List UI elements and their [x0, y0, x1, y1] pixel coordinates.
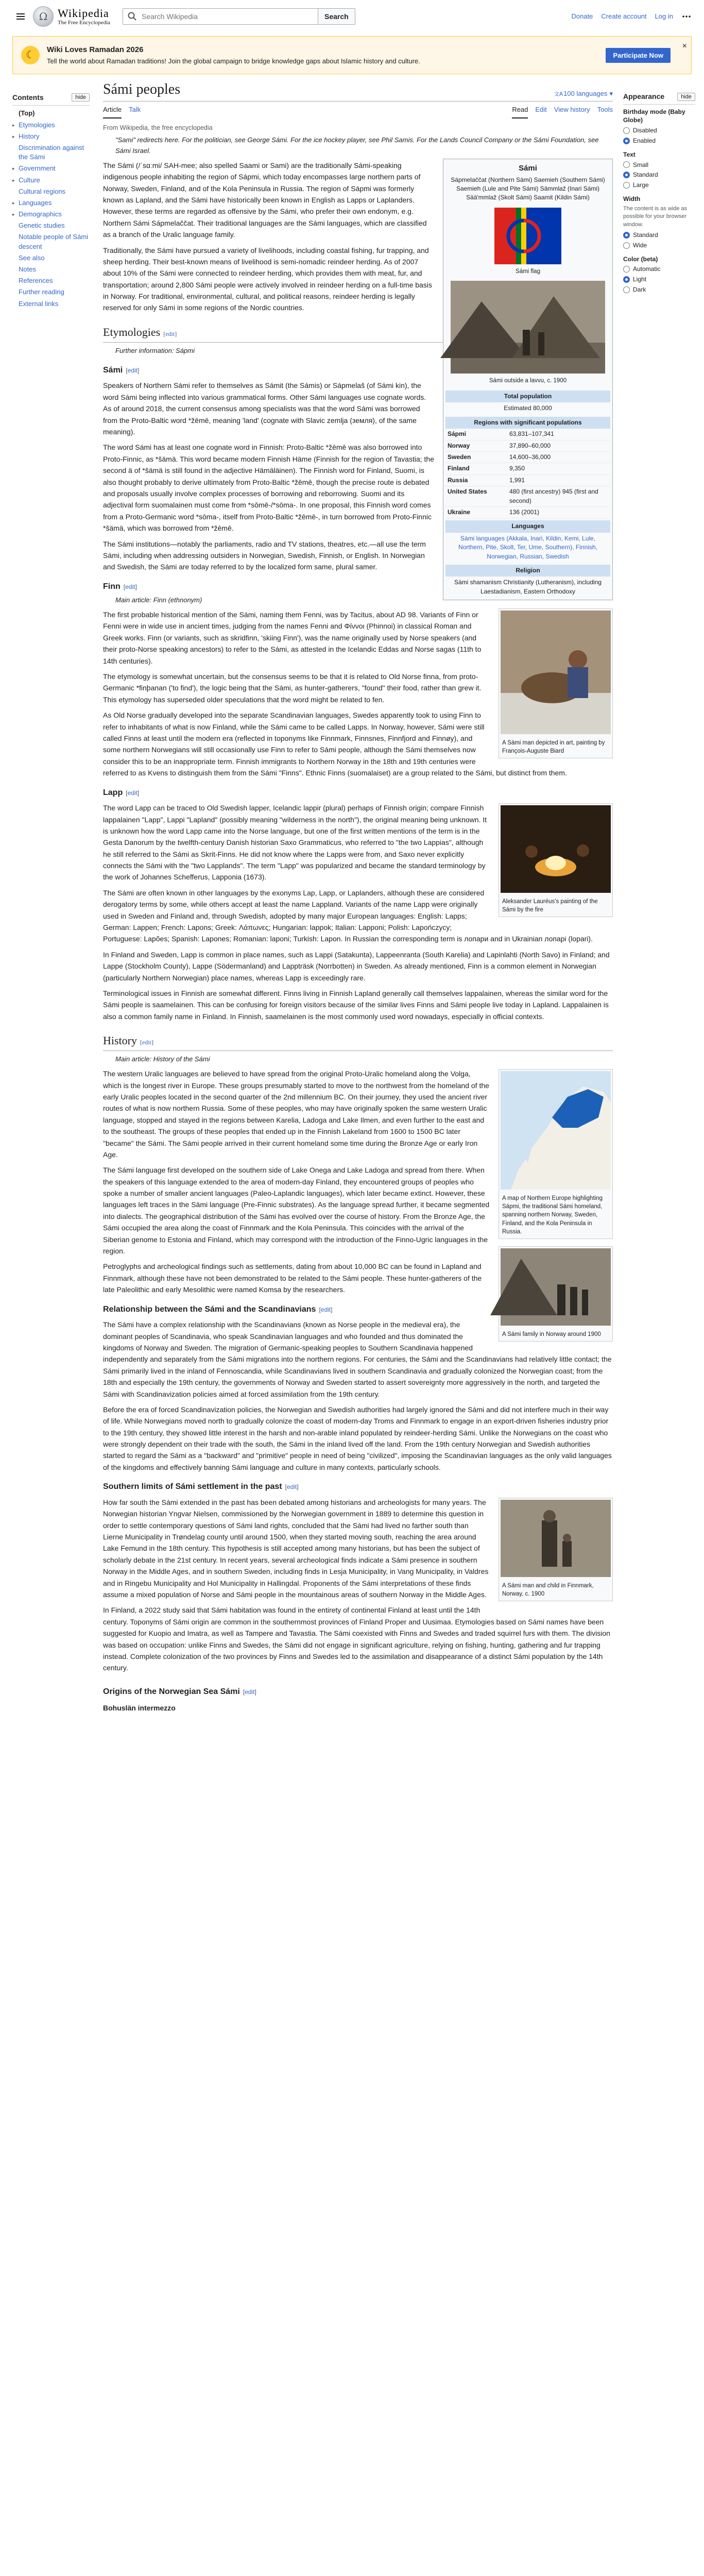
- sami-flag-image[interactable]: [494, 208, 561, 264]
- user-links: [571, 11, 692, 22]
- chevron-right-icon[interactable]: ▸: [12, 200, 15, 206]
- radio-option[interactable]: [623, 285, 695, 294]
- toc-item-label: Notable people of Sámi descent: [19, 233, 89, 250]
- radio-icon: [623, 161, 630, 168]
- appearance-hide-button[interactable]: hide: [677, 93, 695, 101]
- infobox-row: [445, 475, 610, 486]
- toc-item[interactable]: [12, 143, 90, 162]
- appearance-note: The content is as wide as possible for your browser window.: [623, 205, 688, 228]
- toc-item[interactable]: [12, 121, 90, 130]
- radio-option[interactable]: [623, 171, 695, 179]
- site-sub: From Wikipedia, the free encyclopedia: [103, 124, 213, 132]
- subsection-heading-lapp: Lapp [edit]: [103, 788, 140, 797]
- sapmi-map-image: [501, 1071, 611, 1190]
- toc-item-label: Notes: [19, 265, 36, 274]
- radio-option[interactable]: [623, 231, 695, 240]
- site-header: [0, 0, 704, 33]
- hatnote: "Sami" redirects here. For the politician, see George Sámi. For the ice hockey player, see Phil Samis. For the Lands Council Company or the Sámi Foundation, see Sámi Israel.: [115, 136, 599, 155]
- toc-item[interactable]: [12, 164, 90, 173]
- infobox-row: [445, 452, 610, 463]
- toc-item[interactable]: [12, 253, 90, 263]
- radio-option[interactable]: [623, 265, 695, 274]
- paragraph: Terminological issues in Finnish are somewhat different. Finns living in Finnish Lapland generally call themselves lappalainen, whereas the similar word for the Sámi people is saamelainen. This can be confusing for foreign visitors because of the similar lives Finns and Sámi people live today in Lapland. Lappalainen is also a common family name in Finland. In Finnish, saamelainen is the most commonly used word nowadays, especially in official contexts.: [103, 989, 609, 1021]
- regions-header: Regions with significant populations: [445, 417, 610, 429]
- subsection-heading-sami: Sámi [edit]: [103, 365, 140, 375]
- paragraph: The Sámi language first developed on the southern side of Lake Onega and Lake Ladoga and spread from there. When the speakers of this language extended to the area of modern-day Finland, they encountered groups of peoples who spoke a number of smaller ancient languages (Paleo-Laplandic languages), which later became extinct. However, these languages left traces in the Sámi language (Pre-Finnic substrates). As the language spread further, it became segmented into dialects. The geographical distribution of the Sámi has evolved over the course of history. From the Bronze Age, the Sámi occupied the area along the coast of Finnmark and the Kola Peninsula. This coincides with the arrival of the Siberian genome to Estonia and Finland, which may correspond with the introduction of the Finno-Ugric languages in the region.: [103, 1166, 490, 1256]
- region-name[interactable]: Norway: [448, 442, 470, 449]
- appearance-group-title: Color (beta): [623, 255, 658, 263]
- toc-item-label: Discrimination against the Sámi: [19, 143, 84, 161]
- radio-label: Large: [633, 181, 649, 189]
- radio-label: Dark: [633, 285, 646, 293]
- page-title: Sámi peoples: [103, 81, 181, 97]
- section-heading-history: History [edit]: [103, 1031, 613, 1051]
- radio-option[interactable]: [623, 275, 695, 284]
- paragraph: The western Uralic languages are believed to have spread from the original Proto-Uralic homeland along the Volga, which is the longest river in Europe. These groups presumably started to move to the northwest from the homeland of the early Uralic peoples located in the second quarter of the 2nd millennium BC. On their journey, they used the ancient river routes of what is now northern Russia. Some of these peoples, who may have originally spoken the same western Uralic language, stopped and stayed in the regions between Karelia, Ladoga and Lake Ilmen, and even further to the east and to the southeast. The groups of these peoples that ended up in the Finnish Lakeland from 1600 to 1500 BC later "became" the Sámi. The Sámi people arrived in their current homeland some time during the Bronze Age or early Iron Age.: [103, 1070, 489, 1159]
- logo-wordmark: Wikipedia: [58, 6, 109, 20]
- appearance-group-title: Text: [623, 150, 636, 158]
- more-options-icon[interactable]: [681, 11, 692, 22]
- toc-item-label: Languages: [19, 198, 52, 207]
- chevron-right-icon[interactable]: ▸: [12, 133, 15, 139]
- paragraph: Petroglyphs and archeological findings such as settlements, dating from about 10,000 BC can be found in Lapland and Finnmark, although these have not been demonstrated to be related to the Sámi people. These hunter-gatherers of the late Paleolithic and early Mesolithic were named Komsa by the researchers.: [103, 1262, 482, 1294]
- wikipedia-globe-icon: Ω: [33, 6, 54, 27]
- article: [103, 80, 613, 1715]
- lavvu-photo-image[interactable]: [451, 281, 605, 374]
- region-population: 480 (first ancestry) 945 (first and second): [509, 488, 598, 504]
- total-population-header: Total population: [445, 391, 610, 402]
- radio-label: Wide: [633, 241, 647, 249]
- region-population: 14,600–36,000: [509, 453, 551, 461]
- crescent-icon: ☾: [21, 46, 40, 64]
- page-tabs: [103, 103, 613, 118]
- chevron-right-icon[interactable]: ▸: [12, 177, 15, 183]
- region-name[interactable]: United States: [448, 488, 487, 496]
- paragraph: The Sámi institutions—notably the parliaments, radio and TV stations, theatres, etc.—all use the term Sámi, including when addressing outsiders in Norwegian, Swedish, Finnish, or English. In Norwegian and Swedish, the Sámi are today referred to by the localized form same, plural samer.: [103, 539, 426, 571]
- subsection-heading-finn: Finn [edit]: [103, 582, 137, 591]
- intro-paragraph: The Sámi (/ˈsɑːmi/ SAH-mee; also spelled Saami or Sami) are the traditionally Sámi-speaking indigenous people inhabiting the region of Sápmi, which today encompasses large northern parts of Norway, Sweden, Finland, and of the Kola Peninsula in Russia. The region of Sápmi was formerly known as Lapland, and the Sámi have historically been known in English as Lapps or Laplanders. However, these terms are regarded as offensive by the Sámi, who prefer their own endonym, e.g. Northern Sámi Sápmelaččat. Their traditional languages are the Sámi languages, which are classified as a branch of the Uralic language family.: [103, 161, 427, 239]
- languages-value[interactable]: Sámi languages (Akkala, Inari, Kildin, Kemi, Lule, Northern, Pite, Skolt, Ter, Ume, Southern), Finnish, Norwegian, Russian, Swedish: [458, 534, 597, 560]
- toc-title: Contents: [12, 93, 44, 101]
- section-heading-etymologies: Etymologies [edit]: [103, 323, 613, 343]
- sami-man-painting-image: [501, 611, 611, 734]
- radio-icon: [623, 266, 630, 273]
- thumbnail[interactable]: [499, 803, 613, 917]
- chevron-right-icon[interactable]: ▸: [12, 212, 15, 217]
- edit-link[interactable]: [edit]: [243, 1688, 256, 1696]
- paragraph: Before the era of forced Scandinavization policies, the Norwegian and Swedish authorities had largely ignored the Sámi and did not interfere much in their way of life. While Norwegians moved north to gradually colonize the coast of modern-day Troms and Finnmark to engage in an export-driven fisheries industry prior to the 19th century, they showed little interest in the harsh and non-arable inland populated by reindeer-herding Sámi. Unlike the Norwegians on the coast who were strongly dependent on their trade with the south, the Sámi in the inland lived off the land. From the 19th century Norwegian and Swedish authorities started to regard the Sámi as a "backward" and "primitive" people in need of being "civilized", imposing the Scandinavian languages as the only valid languages of the kingdoms and effectively banning Sámi language and culture in many contexts, particularly schools.: [103, 1405, 612, 1471]
- toc-item[interactable]: [12, 176, 90, 185]
- thumbnail-caption: A Sámi man and child in Finnmark, Norway, c. 1900: [502, 1582, 594, 1598]
- radio-option[interactable]: [623, 161, 695, 170]
- toc-item[interactable]: [12, 198, 90, 208]
- thumbnail[interactable]: [499, 1069, 613, 1239]
- religion-value: Sámi shamanism Christianity (Lutheranism), including Laestadianism, Eastern Orthodoxy: [454, 579, 602, 595]
- language-count: 100 languages: [563, 89, 608, 97]
- edit-link[interactable]: [edit]: [126, 789, 140, 796]
- site-logo[interactable]: [33, 6, 110, 27]
- toc-item[interactable]: [12, 232, 90, 251]
- appearance-panel: [623, 92, 695, 299]
- toc-item[interactable]: [12, 210, 90, 219]
- toc-item-label: Etymologies: [19, 121, 55, 129]
- radio-label: Disabled: [633, 127, 657, 134]
- edit-link[interactable]: [edit]: [285, 1483, 299, 1491]
- toc-item-label: Further reading: [19, 288, 64, 296]
- paragraph: The etymology is somewhat uncertain, but the consensus seems to be that it is related to Old Norse finna, from proto-Germanic *finþanan ('to find'), the logic being that the Sámi, as hunter-gatherers, "found" their food, rather than grew it. This etymology has superseded older speculations that the word might be related to fen.: [103, 672, 482, 704]
- edit-link[interactable]: [edit]: [140, 1039, 153, 1046]
- appearance-group: [623, 255, 695, 294]
- infobox: [443, 159, 613, 600]
- campaign-banner: [12, 36, 692, 74]
- languages-header: Languages: [445, 520, 610, 532]
- toc-item[interactable]: [12, 287, 90, 297]
- hatnote: Further information: Sápmi: [115, 347, 195, 355]
- intro-paragraph: Traditionally, the Sámi have pursued a variety of livelihoods, including coastal fishing, fur trapping, and sheep herding. Their best-known means of livelihood is semi-nomadic reindeer herding. As of 2007 about 10% of the Sámi were connected to reindeer herding, which provides them with meat, fur, and transportation; around 2,800 Sámi people were actively involved in reindeer herding on a full-time basis in Norway. For traditional, environmental, cultural, and political reasons, reindeer herding is legally reserved for only Sámi in some regions of the Nordic countries.: [103, 246, 432, 312]
- toc-item-label: External links: [19, 299, 59, 308]
- svg-text:文A: 文A: [554, 91, 563, 97]
- appearance-title: Appearance: [623, 92, 665, 100]
- radio-icon: [623, 286, 630, 293]
- hamburger-icon: [15, 11, 26, 22]
- infobox-row: [445, 486, 610, 507]
- paragraph: The word Lapp can be traced to Old Swedish lapper, Icelandic lappir (plural) perhaps of Finnish origin; compare Finnish lappalainen "Lapp", Lappi "Lapland" (possibly meaning "wilderness in the north"), the original meaning being unknown. It is unknown how the word Lapp came into the Norse language, but one of the first written mentions of the term is in the Gesta Danorum by the twelfth-century Danish historian Saxo Grammaticus, who referred to "the two Lappias", although he still referred to the Sámi as Skrit-Finns. He did not know where the Lapps were from, and Saxo never explicitly connects the Sámi with the "two Lapplands". The term "Lapp" was popularized and became the standard terminology by the work of Johannes Schefferus, Lapponia (1673).: [103, 804, 487, 882]
- paragraph: The word Sámi has at least one cognate word in Finnish: Proto-Baltic *žēmē was also borrowed into Proto-Finnic, as *šämä. This word became modern Finnish Häme (Finnish for the region of Tavastia; the second ä of *šämä is still found in the adjective Hämäläinen). The Finnish word for Finland, Suomi, is also thought probably to derive ultimately from Proto-Baltic *žēmē, though the precise route is debated and proposals usually involve complex processes of borrowing and reborrowing. Suomi and its adjectival form suomalainen must come from *sōmē-/*sōma-. In one proposal, this Finnish word comes from a Proto-Germanic word *sōma-, itself from Proto-Baltic *žēmē-, in turn borrowed from Proto-Finnic *šämä, which was borrowed from *žēmē.: [103, 443, 434, 533]
- tab-edit[interactable]: Edit: [535, 106, 547, 114]
- subsection-heading-relationship: Relationship between the Sámi and the Scandinavians [edit]: [103, 1304, 333, 1314]
- create-account-link[interactable]: Create account: [601, 12, 647, 20]
- paragraph: The Sámi have a complex relationship with the Scandinavians (known as Norse people in the medieval era), the dominant peoples of Scandinavia, who speak Scandinavian languages and who founded and thus dominated the kingdoms of Norway and Sweden. The migration of Germanic-speaking peoples to Southern Scandinavia happened independently and separately from the Sámi migrations into the northern regions. For centuries, the Sámi and the Scandinavians had relatively little contact; the Sámi primarily lived in the inland of Fennoscandia, while Scandinavians lived in southern Scandinavia and gradually colonized the Norwegian coast; from the 18th and especially the 19th century, the governments of Norway and Sweden started to assert sovereignty more aggressively in the north, and targeted the Sámi with Scandinavization policies aimed at forced assimilation from the 19th century.: [103, 1320, 612, 1398]
- photo-caption: Sámi outside a lavvu, c. 1900: [489, 378, 567, 384]
- toc-item-label: Demographics: [19, 210, 62, 218]
- religion-header: Religion: [445, 565, 610, 577]
- region-population: 63,831–107,341: [509, 430, 554, 438]
- search-input[interactable]: [141, 12, 314, 21]
- radio-option[interactable]: [623, 137, 695, 145]
- edit-link[interactable]: [edit]: [126, 366, 140, 374]
- close-icon[interactable]: ×: [682, 42, 687, 50]
- thumbnail[interactable]: [499, 608, 613, 758]
- region-name[interactable]: Russia: [448, 476, 468, 484]
- main-menu-button[interactable]: [12, 8, 29, 25]
- toc-item[interactable]: [12, 132, 90, 141]
- search-button[interactable]: Search: [318, 8, 355, 25]
- tab-read[interactable]: Read: [512, 103, 528, 118]
- subsection-heading-origins: Origins of the Norwegian Sea Sámi [edit]: [103, 1687, 256, 1696]
- radio-icon: [623, 276, 630, 283]
- appearance-group-title: Width: [623, 195, 641, 202]
- subsubsection-heading-bohuslan: Bohuslän intermezzo: [103, 1704, 176, 1713]
- radio-label: Small: [633, 161, 649, 168]
- donate-link[interactable]: Donate: [571, 12, 593, 20]
- toc-item-label: History: [19, 132, 40, 140]
- tab-view-history[interactable]: View history: [554, 106, 590, 114]
- radio-label: Enabled: [633, 137, 656, 144]
- appearance-group-title: Birthday mode (Baby Globe): [623, 108, 685, 124]
- paragraph: The Sámi are often known in other languages by the exonyms Lap, Lapp, or Laplanders, although these are considered derogatory terms by some, while others accept at least the name Lappland. Variants of the name Lapp were originally used in Sweden and Finland and, through Swedish, adopted by many major European languages: English: Lapps; German: Lappen; French: Lapons; Greek: Λάπωνες; Hungarian: lappok; Italian: Lapponi; Polish: Lapończycy; Portuguese: Lapões; Spanish: Lapones; Romanian: laponi; Turkish: Lapon. In Russian the corresponding term is лопари and in Ukrainian лопарі (lopari).: [103, 888, 593, 943]
- tab-tools[interactable]: Tools: [597, 106, 613, 114]
- thumbnail-caption: A Sámi man depicted in art, painting by François-Auguste Biard: [502, 740, 605, 755]
- tab-article[interactable]: Article: [103, 103, 122, 118]
- hatnote: Main article: History of the Sámi: [115, 1055, 210, 1063]
- thumbnail-caption: A Sámi family in Norway around 1900: [502, 1331, 601, 1337]
- toc-item-label: (Top): [19, 109, 35, 117]
- toc-item[interactable]: [12, 109, 90, 118]
- paragraph: In Finland and Sweden, Lapp is common in place names, such as Lappi (Satakunta), Lappeenranta (South Karelia) and Lapinlahti (North Savo) in Finland; and Lappe (Stockholm County), Lappe (Södermanland) and Lappträsk (Norrbotten) in Sweden. As already mentioned, Finn is a common element in Norwegian (particularly Northern Norwegian) place names, whereas Lapp is exceedingly rare.: [103, 950, 610, 982]
- appearance-group: [623, 108, 695, 145]
- radio-label: Automatic: [633, 265, 661, 273]
- radio-icon: [623, 127, 630, 134]
- paragraph: The first probable historical mention of the Sámi, naming them Fenni, was by Tacitus, about AD 98. Variants of Finn or Fenni were in wide use in ancient times, judging from the names Fenni and Φίννοι (Phinnoi) in classical Roman and Greek works. Finn (or variants, such as skridfinn, 'skiing Finn'), was the name originally used by Norse speakers (and their proto-Norse speaking ancestors) to refer to the Sámi, as attested in the Icelandic Eddas and Norse sagas (11th to 14th centuries).: [103, 611, 482, 665]
- toc-item-label: Genetic studies: [19, 222, 65, 230]
- radio-label: Standard: [633, 171, 658, 179]
- region-name[interactable]: Ukraine: [448, 508, 471, 516]
- radio-option[interactable]: [623, 181, 695, 190]
- region-population: 136 (2001): [509, 508, 540, 516]
- sami-family-photo-image: [501, 1248, 611, 1326]
- toc-item[interactable]: [12, 265, 90, 274]
- search-icon: [127, 11, 138, 22]
- hatnote: Main article: Finn (ethnonym): [115, 596, 202, 604]
- appearance-group: [623, 195, 695, 250]
- table-of-contents: [12, 92, 90, 311]
- thumbnail[interactable]: [499, 1246, 613, 1342]
- toc-item-label: Government: [19, 164, 56, 173]
- thumbnail-caption: A map of Northern Europe highlighting Sápmi, the traditional Sámi homeland, spanning northern Norway, Sweden, Finland, and the Kola Peninsula in Russia.: [502, 1195, 603, 1235]
- paragraph: Speakers of Northern Sámi refer to themselves as Sámit (the Sámis) or Sápmelaš (of Sámi kin), the word Sámi being inflected into various grammatical forms. Other Sámi languages use cognate words. As of around 2018, the current consensus among specialists was that the word Sámi was borrowed from the Proto-Baltic word *žēmē, meaning 'land' (cognate with Slavic zemlja (земля), of the same meaning).: [103, 381, 426, 436]
- thumbnail-caption: Aleksander Lauréus's painting of the Sámi by the fire: [502, 899, 598, 913]
- chevron-right-icon[interactable]: ▸: [12, 166, 15, 172]
- toc-item-label: Cultural regions: [19, 187, 66, 195]
- radio-label: Light: [633, 276, 647, 283]
- thumbnail[interactable]: [499, 1498, 613, 1601]
- sami-man-child-photo-image: [501, 1500, 611, 1577]
- edit-link[interactable]: [edit]: [163, 330, 177, 337]
- flag-caption: Sámi flag: [516, 268, 540, 275]
- search-box: [123, 8, 318, 25]
- paragraph: How far south the Sámi extended in the past has been debated among historians and archeologists for many years. The Norwegian historian Yngvar Nielsen, commissioned by the Norwegian government in 1889 to determine this question in order to settle contemporary questions of Sámi land rights, concluded that the Sámi had lived no farther south than Lierne Municipality in Trøndelag county until around 1500, when they started moving south, reaching the area around Lake Femund in the 18th century. This hypothesis is still accepted among many historians, but has been the subject of scholarly debate in the 21st century. In recent years, several archeological finds indicate a Sámi presence in southern Norway in the Middle Ages, and in southern Sweden, including finds in Lesja Municipality, in Vang Municipality, in Valdres and in Ringebu Municipality and Hol Municipality in Hallingdal. Proponents of the Sámi interpretations of these finds assume a mixed population of Norse and Sámi people in the mountainous areas of southern Norway in the Middle Ages.: [103, 1498, 489, 1599]
- infobox-title: Sámi: [519, 163, 537, 173]
- language-selector[interactable]: [553, 89, 613, 99]
- toc-item[interactable]: [12, 187, 90, 196]
- radio-icon: [623, 138, 630, 144]
- banner-text: Tell the world about Ramadan traditions! Join the global campaign to bridge knowledge gaps about Islamic history and culture.: [47, 57, 420, 65]
- toc-item-label: References: [19, 277, 53, 285]
- participate-button[interactable]: Participate Now: [606, 48, 671, 63]
- radio-icon: [623, 182, 630, 189]
- paragraph: As Old Norse gradually developed into the separate Scandinavian languages, Swedes apparently took to using Finn to refer to inhabitants of what is now Finland, while the Sámi came to be called Lapps. In Norway, however, Sámi were still called Finns at least until the modern era (reflected in toponyms like Finnmark, Finnsnes, Finnfjord and Finnøy), and some northern Norwegians will still occasionally use Finn to refer to Sámi people, although the Sámi themselves now consider this to be an inappropriate term. Finnish immigrants to Northern Norway in the 18th and 19th centuries were referred to as Kvens to distinguish them from the Sámi "Finns". Ethnic Finns (suomalaiset) are a group related to the Sámi, but distinct from them.: [103, 711, 567, 777]
- infobox-native-names: Sápmelaččat (Northern Sámi) Saemieh (Southern Sámi) Saemieh (Lule and Pite Sámi) Sāmmlaž (Inari Sámi) Sääʹmmlaž (Skolt Sámi) Saamit (Kildin Sámi): [451, 176, 605, 201]
- logo-tagline: The Free Encyclopedia: [58, 20, 111, 26]
- region-population: 37,890–60,000: [509, 442, 551, 449]
- toc-item[interactable]: [12, 276, 90, 285]
- region-population: 9,350: [509, 465, 525, 472]
- region-name[interactable]: Finland: [448, 465, 470, 472]
- login-link[interactable]: Log in: [655, 12, 673, 20]
- tab-talk[interactable]: Talk: [129, 106, 141, 114]
- infobox-row: [445, 463, 610, 474]
- region-population: 1,991: [509, 476, 525, 484]
- paragraph: In Finland, a 2022 study said that Sámi habitation was found in the entirety of continental Finland at least until the 14th century. Toponyms of Sámi origin are common in the southernmost provinces of Finland Proper and Uusimaa. Etymologies based on Sámi names have been suggested for Kuopio and Imatra, as well as Tampere and Tavastia. The Sámi coexisted with Finns and Swedes and traded squirrel furs with them. The division was based on occupation: unlike Finns and Swedes, the Sámi did not engage in significant agriculture, relying on fishing, hunting, gathering and fur trapping instead. Complete colonization of the two provinces by Finns and Swedes led to the assimilation and disappearance of a distinct Sámi population by the 14th century.: [103, 1606, 610, 1672]
- search-form: [123, 8, 355, 25]
- sami-by-fire-painting-image: [501, 805, 611, 893]
- region-name[interactable]: Sweden: [448, 453, 471, 461]
- infobox-row: [445, 440, 610, 452]
- radio-option[interactable]: [623, 126, 695, 135]
- radio-icon: [623, 232, 630, 239]
- edit-link[interactable]: [edit]: [319, 1306, 333, 1313]
- banner-title: Wiki Loves Ramadan 2026: [47, 45, 144, 54]
- radio-option[interactable]: [623, 241, 695, 250]
- appearance-group: [623, 150, 695, 190]
- toc-item[interactable]: [12, 221, 90, 230]
- toc-item-label: See also: [19, 253, 45, 262]
- radio-icon: [623, 242, 630, 249]
- toc-item[interactable]: [12, 299, 90, 309]
- region-name[interactable]: Sápmi: [448, 430, 467, 438]
- chevron-right-icon[interactable]: ▸: [12, 122, 15, 128]
- chevron-down-icon: ▾: [609, 89, 613, 97]
- toc-item-label: Culture: [19, 176, 40, 184]
- infobox-row: [445, 429, 610, 440]
- language-icon: [553, 90, 561, 98]
- total-population-value: Estimated 80,000: [504, 404, 552, 412]
- infobox-row: [445, 507, 610, 518]
- subsection-heading-southern-limits: Southern limits of Sámi settlement in the past [edit]: [103, 1482, 299, 1492]
- radio-label: Standard: [633, 231, 658, 239]
- edit-link[interactable]: [edit]: [123, 583, 137, 590]
- toc-hide-button[interactable]: hide: [72, 93, 90, 101]
- radio-icon: [623, 172, 630, 178]
